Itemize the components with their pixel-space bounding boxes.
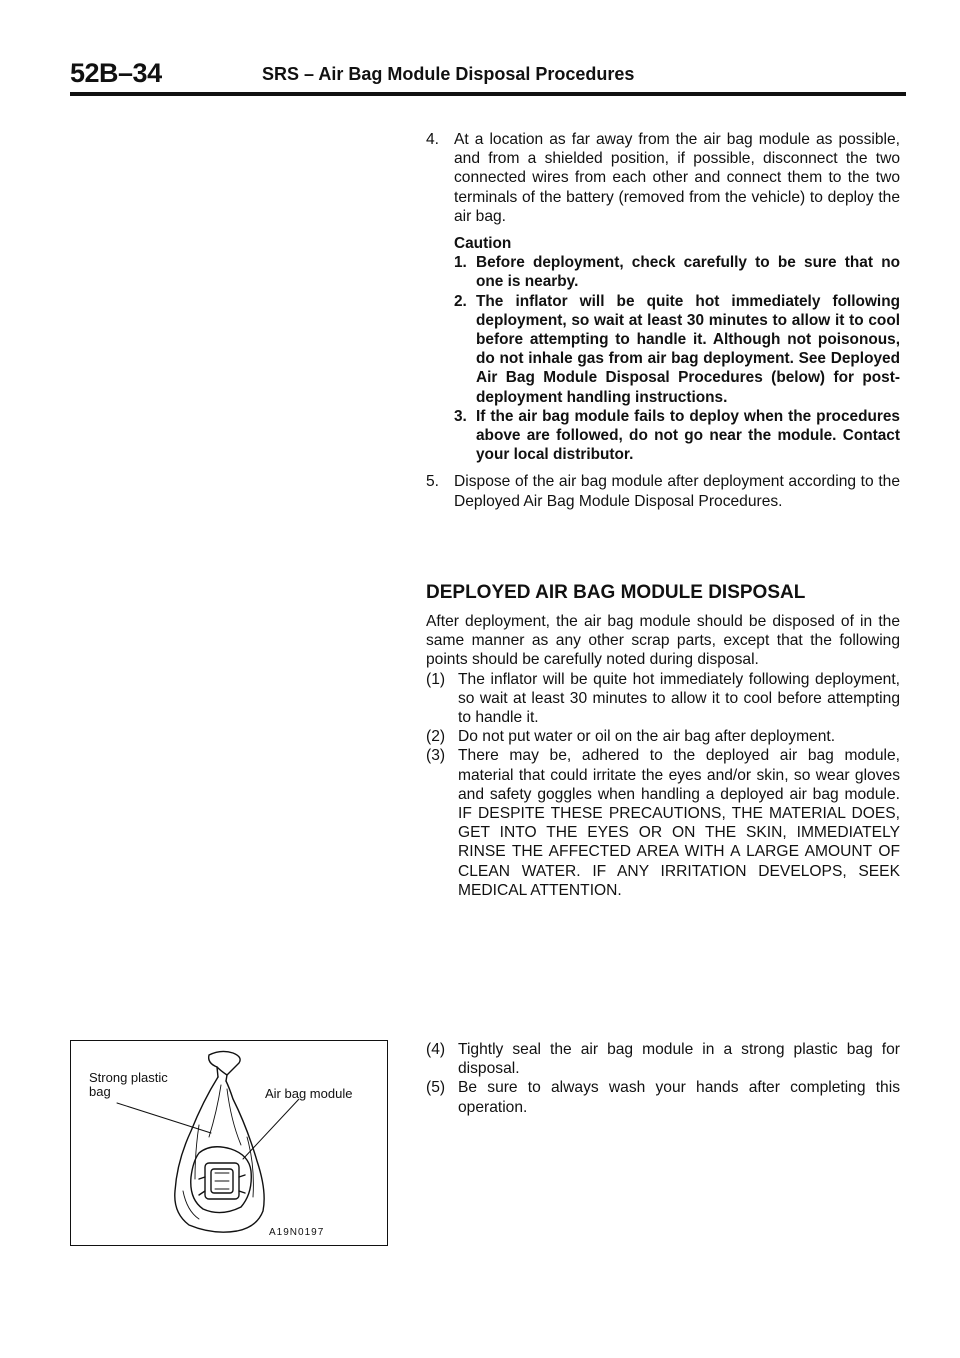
disposal-item bbox=[426, 1078, 900, 1116]
item-number: (4) bbox=[426, 1041, 446, 1058]
deployment-steps bbox=[426, 130, 900, 511]
item-text: There may be, adhered to the deployed air bag module, material that could irritate the eyes and/or skin, so wear gloves and safety goggles when handling a deployed air bag module. IF DESPITE THESE PRECAUTIONS, THE MATERIAL DOES, GET INTO THE EYES OR ON THE SKIN, IMMEDIATELY RINSE THE AFFECTED AREA WITH A LARGE AMOUNT OF CLEAN WATER. IF ANY IRRITATION DEVELOPS, SEEK MEDICAL ATTENTION. bbox=[458, 747, 900, 899]
step-text: At a location as far away from the air bag module as possible, and from a shielded position, if possible, disconnect the two connected wires from each other and connect them to the two terminals of the battery (removed from the vehicle) to deploy the air bag. bbox=[454, 131, 900, 225]
item-number: (2) bbox=[426, 728, 446, 746]
page-title: SRS – Air Bag Module Disposal Procedures bbox=[262, 64, 635, 84]
item-text: Do not put water or oil on the air bag after deployment. bbox=[458, 728, 836, 746]
step-number: 4. bbox=[426, 131, 440, 148]
caution-number: 3. bbox=[454, 407, 467, 425]
airbag-bag-figure bbox=[70, 1040, 388, 1246]
item-text: Be sure to always wash your hands after completing this operation. bbox=[458, 1079, 900, 1116]
page-header bbox=[70, 58, 906, 96]
step-5 bbox=[426, 472, 900, 510]
disposal-intro: After deployment, the air bag module should be disposed of in the same manner as any other scrap parts, except that the following points should be carefully noted during disposal. bbox=[426, 613, 900, 669]
caution-text: If the air bag module fails to deploy when the procedures above are followed, do not go near the module. Contact your local distributor. bbox=[476, 407, 900, 464]
item-text: Tightly seal the air bag module in a strong plastic bag for disposal. bbox=[458, 1041, 900, 1078]
item-number: (3) bbox=[426, 747, 446, 765]
item-number: (5) bbox=[426, 1079, 446, 1097]
section-heading: DEPLOYED AIR BAG MODULE DISPOSAL bbox=[426, 582, 806, 603]
caution-block bbox=[454, 234, 900, 464]
caution-text: The inflator will be quite hot immediately following deployment, so wait at least 30 minutes to allow it to cool before attempting to handle it. Although not poisonous, do not inhale gas from air bag deployment. See Deployed Air Bag Module Disposal Procedures (below) for post-deployment handling instructions. bbox=[476, 292, 900, 406]
label-plastic-bag-line1: Strong plastic bbox=[89, 1070, 168, 1085]
disposal-item bbox=[426, 1040, 900, 1078]
disposal-item bbox=[426, 746, 900, 900]
step-4 bbox=[426, 130, 900, 226]
caution-item bbox=[454, 292, 900, 407]
page-number: 52B–34 bbox=[70, 58, 162, 88]
disposal-item bbox=[426, 670, 900, 728]
caution-item bbox=[454, 407, 900, 465]
caution-item bbox=[454, 253, 900, 291]
figure-code: A19N0197 bbox=[269, 1227, 325, 1238]
item-text: The inflator will be quite hot immediately following deployment, so wait at least 30 minutes to allow it to cool before attempting to handle it. bbox=[458, 670, 900, 727]
label-plastic-bag-line2: bag bbox=[89, 1084, 111, 1099]
step-number: 5. bbox=[426, 473, 440, 491]
disposal-section-continued bbox=[426, 1040, 900, 1117]
caution-number: 1. bbox=[454, 254, 467, 272]
caution-number: 2. bbox=[454, 292, 467, 310]
disposal-section bbox=[426, 612, 900, 900]
caution-text: Before deployment, check carefully to be sure that no one is nearby. bbox=[476, 254, 900, 291]
label-air-bag-module: Air bag module bbox=[265, 1086, 353, 1101]
caution-heading: Caution bbox=[454, 235, 512, 253]
step-text: Dispose of the air bag module after deployment according to the Deployed Air Bag Module Disposal Procedures. bbox=[454, 473, 900, 510]
disposal-item bbox=[426, 727, 900, 746]
item-number: (1) bbox=[426, 670, 446, 688]
